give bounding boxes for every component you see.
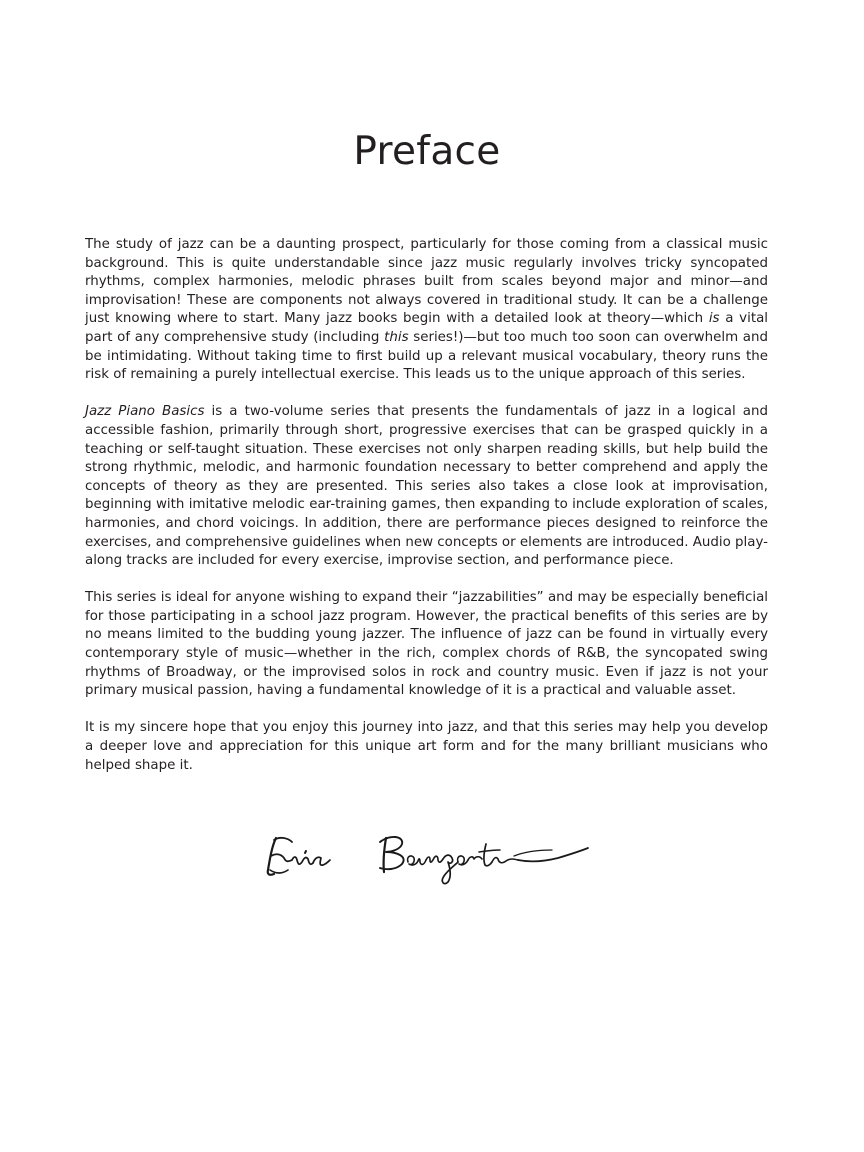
paragraph-1-text-a: The study of jazz can be a daunting prospect, particularly for those coming from a classical music background. This is quite understandable since jazz music regularly involves tricky syncopated rhythms, complex harmonies, melodic phrases built from scales beyond major and minor—and improvisation! These are components not always covered in traditional study. It can be a challenge just knowing where to start. Many jazz books begin with a detailed look at theory—which	[85, 237, 768, 327]
paragraph-4	[85, 719, 768, 775]
page-title: Preface	[353, 129, 501, 174]
paragraph-1-text-c: series!)—but too much too soon can overwhelm and be intimidating. Without taking time to first build up a relevant musical vocabulary, theory runs the risk of remaining a purely intellectual exercise. This leads us to the unique approach of this series.	[85, 329, 768, 383]
paragraph-2-text: is a two-volume series that presents the fundamentals of jazz in a logical and accessible fashion, primarily through short, progressive exercises that can be grasped quickly in a teaching or self-taught situation. These exercises not only sharpen reading skills, but help build the strong rhythmic, melodic, and harmonic foundation necessary to better comprehend and apply the concepts of theory as they are presented. This series also takes a close look at improvisation, beginning with imitative melodic ear-training games, then expanding to include exploration of scales, harmonies, and chord voicings. In addition, there are performance pieces designed to reinforce the exercises, and comprehensive guidelines when new concepts or elements are introduced. Audio play-along tracks are included for every exercise, improvise section, and performance piece.	[85, 404, 768, 569]
paragraph-1	[85, 236, 768, 385]
paragraph-4-text: It is my sincere hope that you enjoy this journey into jazz, and that this series may help you develop a deeper love and appreciation for this unique art form and for the many brilliant musicians who helped shape it.	[85, 720, 768, 773]
preface-body	[85, 236, 768, 794]
paragraph-2	[85, 403, 768, 570]
paragraph-3	[85, 589, 768, 701]
paragraph-1-emphasis-is: is	[708, 311, 720, 327]
paragraph-1-emphasis-this: this	[384, 329, 409, 345]
book-title-emphasis: Jazz Piano Basics	[85, 404, 205, 420]
paragraph-3-text: This series is ideal for anyone wishing to expand their “jazzabilities” and may be especially beneficial for those participating in a school jazz program. However, the practical benefits of this series are by no means limited to the budding young jazzer. The influence of jazz can be found in virtually every contemporary style of music—whether in the rich, complex chords of R&B, the syncopated swing rhythms of Broadway, or the improvised solos in rock and country music. Even if jazz is not your primary musical passion, having a fundamental knowledge of it is a practical and valuable asset.	[85, 590, 768, 699]
paragraph-1-text-b: a vital part of any comprehensive study (including	[85, 311, 768, 345]
signature-strokes	[268, 837, 588, 884]
author-signature	[262, 832, 592, 888]
